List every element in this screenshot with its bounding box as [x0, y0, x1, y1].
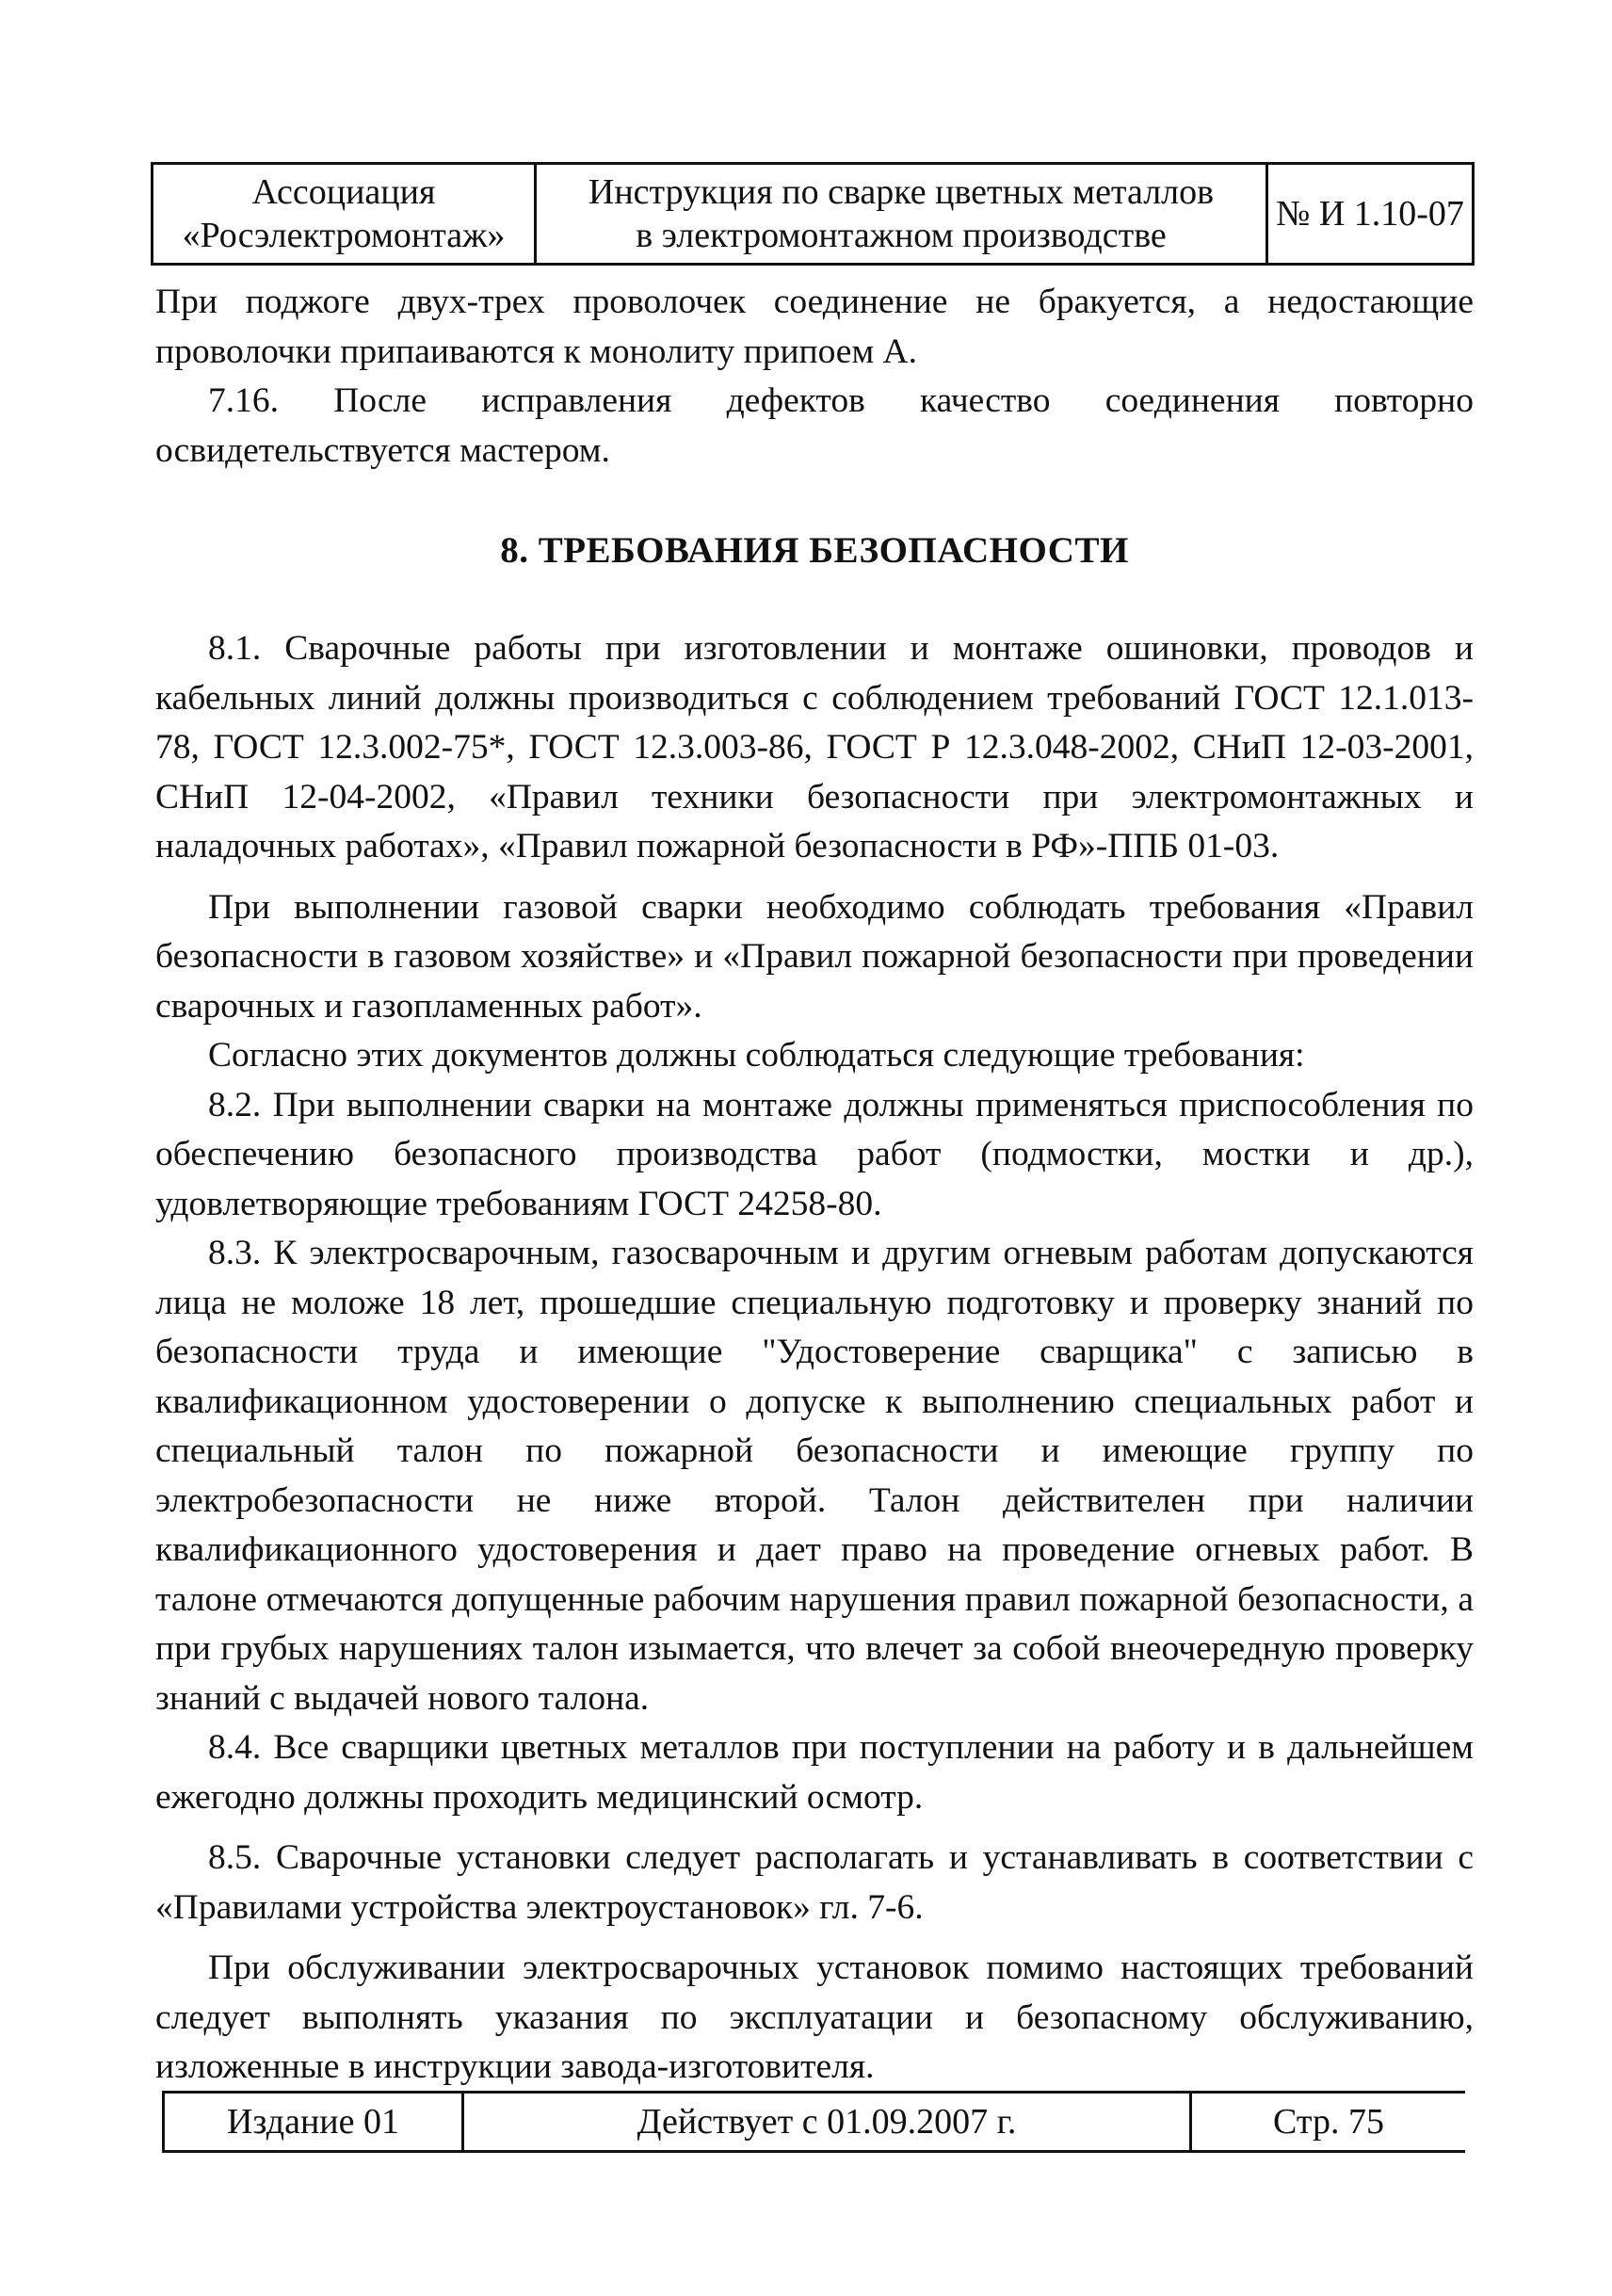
paragraph-service: При обслуживании электросварочных установок помимо настоящих требований следует выполнять указания по эксплуатации и безопасному обслуживанию, изложенные в инструкции завода-изготовителя.	[155, 1948, 1474, 2086]
footer-page-number: Стр. 75	[1273, 2102, 1384, 2142]
document-number: № И 1.10-07	[1276, 194, 1464, 234]
org-line-1: Ассоциация	[251, 172, 436, 212]
title-line-1: Инструкция по сварке цветных металлов	[588, 172, 1215, 212]
paragraph-intro: При поджоге двух-трех проволочек соединение не бракуется, а недостающие проволочки припаиваются к монолиту припоем А.	[155, 283, 1474, 371]
paragraph-requirements-intro: Согласно этих документов должны соблюдаться следующие требования:	[208, 1036, 1305, 1075]
footer-edition: Издание 01	[165, 2094, 464, 2150]
document-footer	[162, 2091, 1465, 2153]
paragraph-8-2: 8.2. При выполнении сварки на монтаже должны применяться приспособления по обеспечению безопасного производства работ (подмостки, мостки и др.), удовлетворяющие требованиям ГОСТ 24258-80.	[155, 1085, 1474, 1223]
paragraph-gas-welding: При выполнении газовой сварки необходимо соблюдать требования «Правил безопасности в газовом хозяйстве» и «Правил пожарной безопасности при проведении сварочных и газопламенных работ».	[155, 887, 1474, 1026]
document-body	[155, 278, 1474, 2093]
paragraph-8-5: 8.5. Сварочные установки следует располагать и устанавливать в соответствии с «Правилами устройства электроустановок» гл. 7-6.	[155, 1838, 1474, 1927]
header-document-title	[537, 165, 1268, 263]
document-header	[151, 162, 1475, 266]
paragraph-8-1: 8.1. Сварочные работы при изготовлении и монтаже ошиновки, проводов и кабельных линий должны производиться с соблюдением требований ГОСТ 12.1.013-78, ГОСТ 12.3.002-75*, ГОСТ 12.3.003-86, ГОСТ Р 12.3.048-2002, СНиП 12-03-2001, СНиП 12-04-2002, «Правил техники безопасности при электромонтажных и наладочных работах», «Правил пожарной безопасности в РФ»-ППБ 01-03.	[155, 629, 1474, 865]
header-document-number	[1268, 165, 1472, 263]
paragraph-8-4: 8.4. Все сварщики цветных металлов при поступлении на работу и в дальнейшем ежегодно должны проходить медицинский осмотр.	[155, 1728, 1474, 1817]
org-line-2: «Росэлектромонтаж»	[182, 216, 506, 255]
paragraph-7-16: 7.16. После исправления дефектов качество соединения повторно освидетельствуется мастером.	[155, 381, 1474, 470]
paragraph-8-3: 8.3. К электросварочным, газосварочным и другим огневым работам допускаются лица не моложе 18 лет, прошедшие специальную подготовку и проверку знаний по безопасности труда и имеющие "Удостоверение сварщика" с записью в квалификационном удостоверении о допуске к выполнению специальных работ и специальный талон по пожарной безопасности и имеющие группу по электробезопасности не ниже второй. Талон действителен при наличии квалификационного удостоверения и дает право на проведение огневых работ. В талоне отмечаются допущенные рабочим нарушения правил пожарной безопасности, а при грубых нарушениях талон изымается, что влечет за собой внеочередную проверку знаний с выдачей нового талона.	[155, 1234, 1474, 1718]
footer-valid-from: Действует с 01.09.2007 г.	[464, 2094, 1192, 2150]
title-line-2: в электромонтажном производстве	[636, 216, 1167, 255]
header-organization	[153, 165, 537, 263]
section-heading: 8. ТРЕБОВАНИЯ БЕЗОПАСНОСТИ	[500, 530, 1129, 571]
